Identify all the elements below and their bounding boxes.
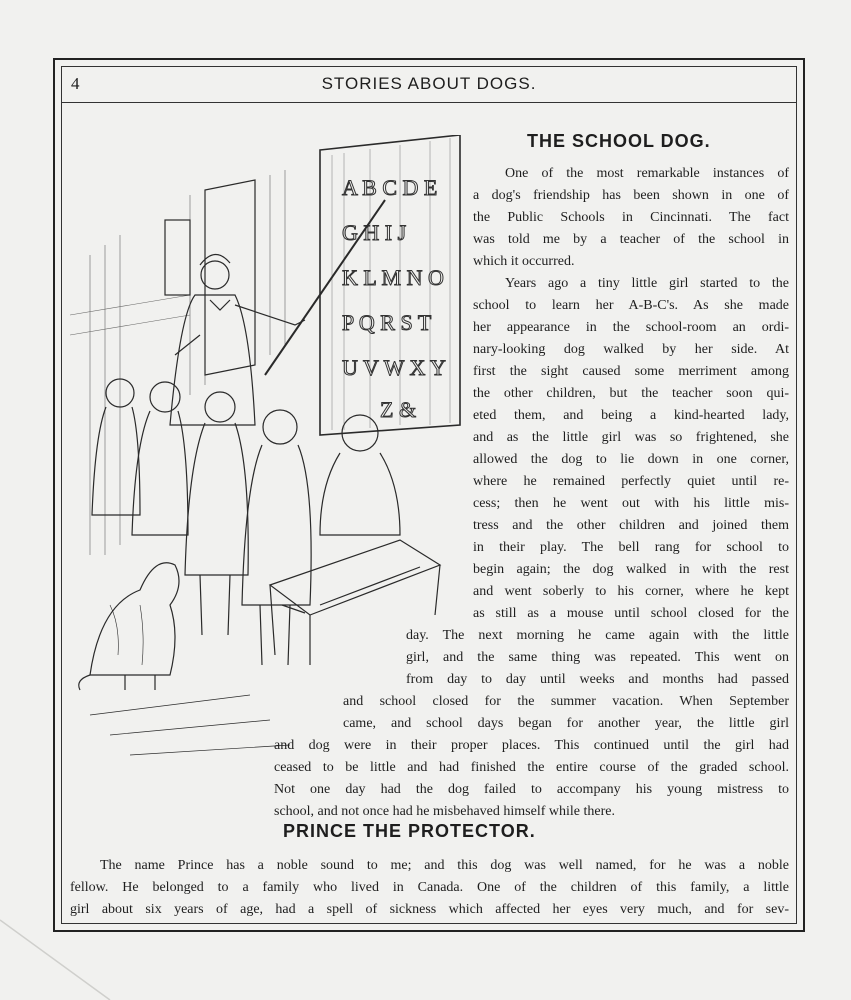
story1-line: and as the little girl was so frightened, she	[473, 430, 789, 445]
story1-line: allowed the dog to lie down in one corner,	[473, 452, 789, 467]
page-number: 4	[71, 74, 80, 93]
story1-line: came, and school days began for another year, the little girl	[343, 716, 789, 731]
story1-line: eted them, and being a kind-hearted lady,	[473, 408, 789, 423]
children-group	[92, 379, 400, 665]
wall-picture	[165, 220, 190, 295]
alphabet-row-5: U V W X Y	[342, 355, 446, 380]
story1-line: One of the most remarkable instances of	[505, 166, 789, 181]
alphabet-row-2: G H I J	[342, 220, 407, 245]
story1-line: the other children, but the teacher soon qui-	[473, 386, 789, 401]
running-title: STORIES ABOUT DOGS.	[321, 74, 537, 93]
story1-line: from day to day until weeks and months had passed	[406, 672, 789, 687]
story2-line: girl about six years of age, had a spell of sickness which affected her eyes very much, and for sev-	[70, 902, 789, 917]
alphabet-row-3: K L M N O	[342, 265, 444, 290]
story1-line: day. The next morning he came again with the little	[406, 628, 789, 643]
story1-line: ceased to be little and had finished the entire course of the graded school.	[274, 760, 789, 775]
story1-line: tress and the other children and joined them	[473, 518, 789, 533]
story1-line: first the sight caused some merriment among	[473, 364, 789, 379]
story1-line: cess; then he went out with his little mis-	[473, 496, 789, 511]
story1-line: which it occurred.	[473, 254, 575, 269]
page-fold-mark	[0, 890, 120, 1000]
story2-line: fellow. He belonged to a family who lived in Canada. One of the children of this family, a little	[70, 880, 789, 895]
story1-line: and school closed for the summer vacation. When September	[343, 694, 789, 709]
story1-line: a dog's friendship has been shown in one of	[473, 188, 789, 203]
story1-line: and went soberly to his corner, where he kept	[473, 584, 789, 599]
story1-line: her appearance in the school-room an ordi-	[473, 320, 789, 335]
story1-line: in their play. The bell rang for school to	[473, 540, 789, 555]
story1-line: nary-looking dog walked by her side. At	[473, 342, 789, 357]
story1-line: begin again; the dog walked in with the rest	[473, 562, 789, 577]
story1-line: the Public Schools in Cincinnati. The fact	[473, 210, 789, 225]
story2-line: The name Prince has a noble sound to me; and this dog was well named, for he was a noble	[100, 858, 789, 873]
alphabet-row-6: Z &	[380, 397, 417, 422]
story1-line: school, and not once had he misbehaved himself while there.	[274, 804, 615, 819]
alphabet-row-1: A B C D E	[342, 175, 438, 200]
story-title-school-dog: THE SCHOOL DOG.	[527, 131, 711, 151]
story1-line: girl, and the same thing was repeated. This went on	[406, 650, 789, 665]
story1-line: was told me by a teacher of the school in	[473, 232, 789, 247]
teacher-desk	[270, 540, 440, 665]
story1-line: Years ago a tiny little girl started to the	[505, 276, 789, 291]
header-rule	[61, 102, 797, 103]
floor-lines	[90, 695, 290, 755]
story1-line: where he remained perfectly quiet until re-	[473, 474, 789, 489]
story1-line: as still as a mouse until school closed for the	[473, 606, 789, 621]
story1-line: and dog were in their proper places. This continued until the girl had	[274, 738, 789, 753]
story1-line: Not one day had the dog failed to accompany his young mistress to	[274, 782, 789, 797]
story-title-prince-the-protector: PRINCE THE PROTECTOR.	[283, 821, 536, 841]
dog	[79, 563, 179, 690]
story1-line: school to learn her A-B-C's. As she made	[473, 298, 789, 313]
alphabet-row-4: P Q R S T	[342, 310, 432, 335]
